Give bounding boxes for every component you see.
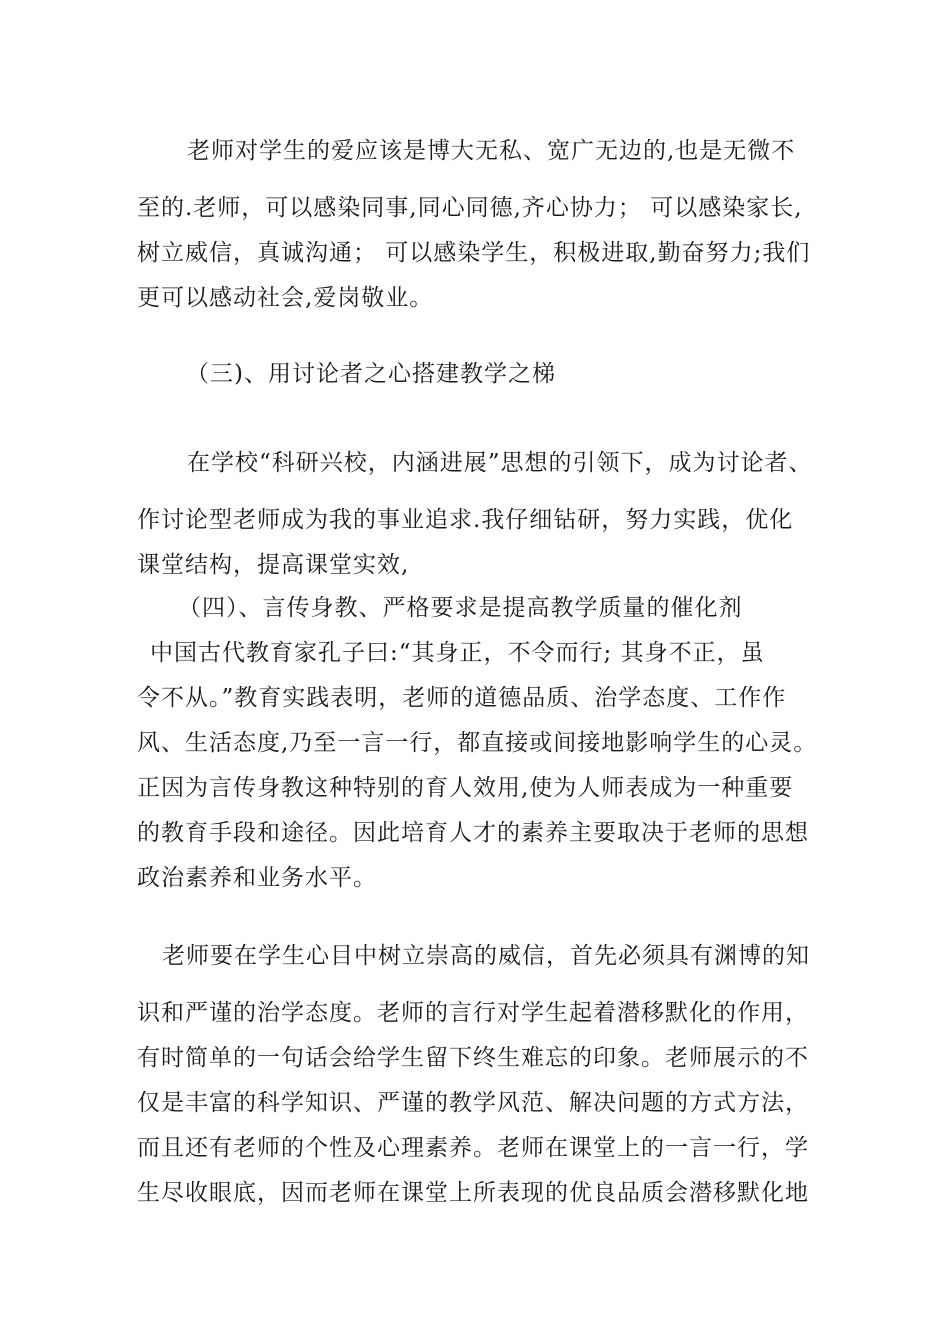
text-line: 风、生活态度,乃至一言一行，都直接或间接地影响学生的心灵。 <box>137 730 818 756</box>
text-line: 课堂结构，提高课堂实效, <box>137 552 410 578</box>
text-line: 识和严谨的治学态度。老师的言行对学生起着潜移默化的作用， <box>137 1000 809 1026</box>
text-line: 令不从。”教育实践表明，老师的道德品质、治学态度、工作作 <box>137 685 787 711</box>
text-line: 仅是丰富的科学知识、严谨的教学风范、解决问题的方式方法， <box>137 1090 809 1116</box>
text-line: 更可以感动社会,爱岗敬业。 <box>137 285 434 311</box>
section-heading: （四）、言传身教、严格要求是提高教学质量的催化剂 <box>178 595 743 621</box>
text-line: 树立威信，真诚沟通； 可以感染学生，积极进取,勤奋努力;我们 <box>137 240 811 266</box>
text-line: 正因为言传身教这种特别的育人效用,使为人师表成为一种重要 <box>137 775 794 801</box>
text-line: 生尽收眼底，因而老师在课堂上所表现的优良品质会潜移默化地 <box>137 1180 809 1206</box>
section-heading: （三)、用讨论者之心搭建教学之梯 <box>186 361 556 387</box>
text-line: 至的.老师，可以感染同事,同心同德,齐心协力； 可以感染家长, <box>137 195 803 221</box>
text-line: 有时简单的一句话会给学生留下终生难忘的印象。老师展示的不 <box>137 1045 809 1071</box>
text-line: 政治素养和业务水平。 <box>137 865 377 891</box>
text-line: 在学校“科研兴校，内涵进展”思想的引领下，成为讨论者、 <box>187 450 813 476</box>
text-line: 中国古代教育家孔子曰:“其身正，不令而行; 其身不正，虽 <box>150 640 765 666</box>
text-line: 老师要在学生心目中树立崇高的威信，首先必须具有渊博的知 <box>162 943 810 969</box>
text-line: 老师对学生的爱应该是博大无私、宽广无边的,也是无微不 <box>187 138 796 164</box>
text-line: 而且还有老师的个性及心理素养。老师在课堂上的一言一行，学 <box>137 1135 809 1161</box>
text-line: 的教育手段和途径。因此培育人才的素养主要取决于老师的思想 <box>137 820 809 846</box>
text-line: 作讨论型老师成为我的事业追求.我仔细钻研，努力实践，优化 <box>137 507 794 533</box>
